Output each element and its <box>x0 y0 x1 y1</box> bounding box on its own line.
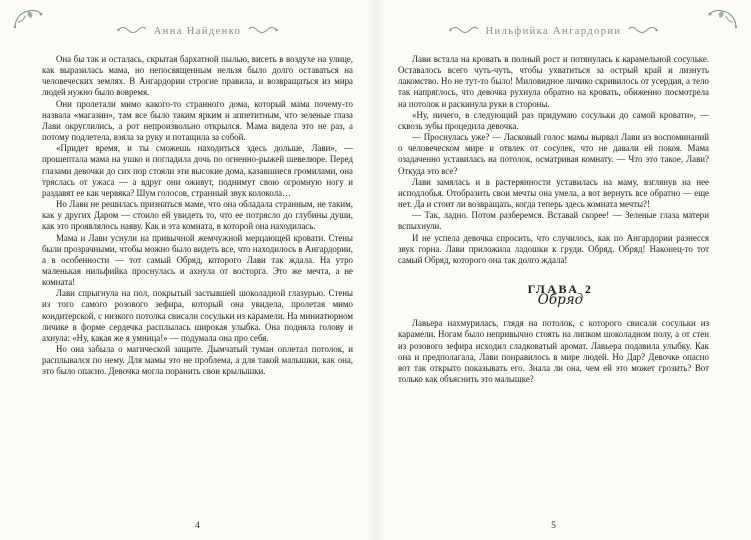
page-number: 5 <box>551 521 556 531</box>
paragraph: Лави спрыгнула на пол, покрытый застывшей шоколадной глазурью. Стены из того самого розового зефира, который она увидела, пролетая мимо кондитерской, с низкого потолка свисали сосульки из карамели. На миниатюрном личике в форме сердечка расплылась широкая улыбка. Она подняла голову и ахнула: «Ну, какая же я умница!» — подумала она про себя. <box>42 288 353 343</box>
left-page-text <box>42 54 353 378</box>
header-ornament-icon <box>628 25 658 37</box>
right-page-text <box>398 54 709 385</box>
header-ornament-icon <box>117 25 147 37</box>
paragraph: Лави замялась и в растерянности уставилась на маму, взглянув на нее исподлобья. Отобразить свои мечты она умела, а вот вернуть все обратно — еще нет. Да и стоит ли возвращать, когда теперь здесь комната мечты?! <box>398 176 709 210</box>
right-running-head <box>398 24 709 38</box>
chapter-title: ГЛАВА 2 <box>527 281 594 296</box>
paragraph: Лавьера нахмурилась, глядя на потолок, с которого свисали сосульки из карамели. Ногам было непривычно стоять на липком шоколадном полу, а от стен из розового зефира исходил сладковатый аромат. Лавьера подавила улыбку. Как она и предполагала, Лави понравилось в мире людей. Но Дар? Девочке опасно вот так открыто показывать его. Знала ли она, чем ей это может грозить? Вот только как объяснить это малышке? <box>398 318 709 385</box>
paragraph: И не успела девочка спросить, что случилось, как по Ангардории разнесся звук горна. Лави приложила ладошки к груди. Обряд. Обряд! Наконец-то тот самый Обряд, которого она так долго ждала! <box>398 232 709 265</box>
chapter-subtitle: Обряд <box>537 292 584 309</box>
left-running-head <box>42 24 353 38</box>
header-ornament-icon <box>449 25 479 37</box>
author-name: Анна Найденко <box>153 25 242 37</box>
paragraph: — Так, ладно. Потом разберемся. Вставай скорее! — Зеленые глаза матери вспыхнули. <box>398 210 709 232</box>
header-ornament-icon <box>248 25 278 37</box>
page-number: 4 <box>195 521 200 531</box>
right-page <box>376 0 751 540</box>
paragraph: Но Лави не решилась признаться маме, что она обладала странным, не таким, как у других Даром — стоило ей увидеть то, что ее потрясло до глубины души, как это проявлялось наяву. Как и эта комната, в которой она находилась. <box>42 199 353 232</box>
book-title: Нильфийка Ангардории <box>485 25 622 37</box>
paragraph: — Проснулась уже? — Ласковый голос мамы вырвал Лави из воспоминаний о человеческом мире и отвлек от сосулек, что не давали ей покоя. Мама озадаченно уставилась на потолок, осматривая комнату. — Что это такое, Лави? Откуда это все? <box>398 132 709 176</box>
paragraph: Она бы так и осталась, скрытая бархатной пылью, висеть в воздухе на улице, как выразилась мама, но непосвященным нельзя было долго оставаться на человеческих землях. В Ангардории строгие правила, и возвращаться из мира людей нужно было вовремя. <box>42 54 353 98</box>
chapter-heading <box>398 281 709 309</box>
left-page <box>0 0 375 540</box>
paragraph: Лави встала на кровать в полный рост и потянулась к карамельной сосульке. Оставалось всего чуть-чуть, чтобы ухватиться за острый край и лизнуть лакомство. Но не тут-то было! Миловидное личико скривилось от усердия, а тело так напряглось, что девочка рухнула обратно на кровать, обиженно посмотрела на потолок и раскинула руки в стороны. <box>398 54 709 109</box>
paragraph: Они пролетали мимо какого-то странного дома, который мама почему-то назвала «магазин», там все было таким ярким и аппетитным, что зеленые глаза Лави округлились, а рот непроизвольно открылся. Мама видела это не раз, а потому подлетела, взяла за руку и потащила за собой. <box>42 98 353 143</box>
paragraph: Мама и Лави уснули на привычной жемчужной мерцающей кровати. Стены были прозрачными, чтобы можно было видеть все, что находилось в Ангардории, а в особенности — тот самый Обряд, которого Лави так ждала. На утро маленькая нильфийка проснулась и ахнула от восторга. Это же мечта, а не комната! <box>42 232 353 288</box>
paragraph: «Придет время, и ты сможешь находиться здесь дольше, Лави», — прошептала мама на ушко и погладила дочь по огненно-рыжей шевелюре. Перед глазами девочки до сих пор стояли эти высокие дома, казавшиеся громилами, она тряслась от ужаса — а вдруг они оживут, поднимут свою огромную ногу и раздавят ее как червяка? Шум голосов, странный звук колокола… <box>42 143 353 198</box>
paragraph: Но она забыла о магической защите. Дымчатый туман оплетал потолок, и расплывался по нему. Для мамы это не проблема, а для такой малышки, как она, это было опасно. Девочка могла поранить свои крылышки. <box>42 344 353 377</box>
paragraph: «Ну, ничего, в следующий раз придумаю сосульки до самой кровати», — сквозь зубы процедила девочка. <box>398 109 709 131</box>
